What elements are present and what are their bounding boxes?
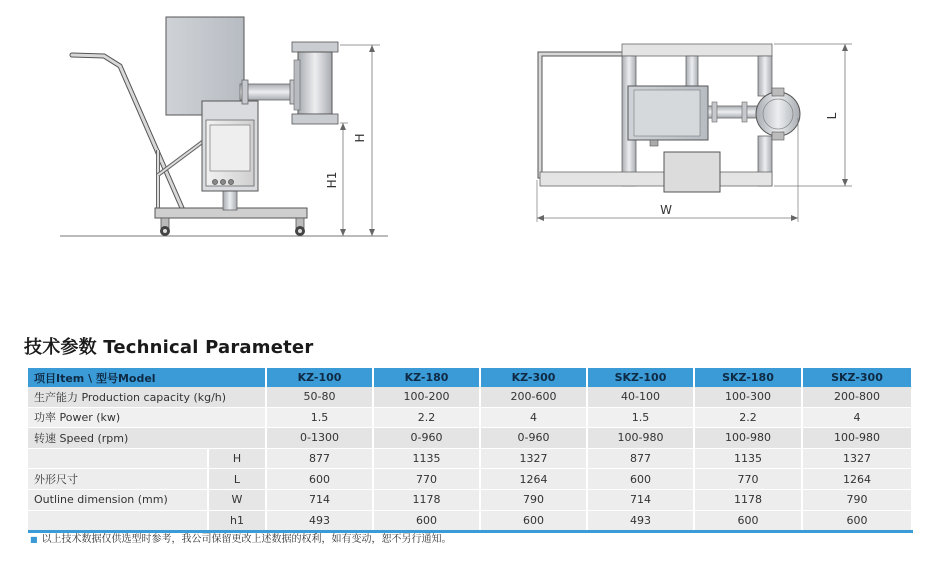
table-cell: 1327: [480, 448, 587, 469]
footnote-text: 以上技术数据仅供选型时参考，我公司保留更改上述数据的权利，如有变动，恕不另行通知。: [41, 534, 452, 545]
dimension-sub-label: H: [208, 448, 266, 469]
row-label-capacity: 生产能力 Production capacity (kg/h): [28, 387, 266, 407]
table-cell: 4: [480, 407, 587, 428]
table-cell: 600: [587, 469, 694, 490]
table-cell: 1178: [373, 489, 480, 510]
table-cell: 50-80: [266, 387, 373, 407]
table-cell: 40-100: [587, 387, 694, 407]
dimension-label-cn: 外形尺寸: [28, 469, 208, 490]
table-cell: 0-960: [480, 428, 587, 449]
table-cell: 2.2: [373, 407, 480, 428]
bullet-square-icon: ■: [30, 535, 38, 544]
table-cell: 200-800: [802, 387, 912, 407]
table-cell: 4: [802, 407, 912, 428]
dimension-label-l: L: [825, 112, 839, 120]
table-cell: 493: [587, 510, 694, 532]
dimension-sub-label: W: [208, 489, 266, 510]
dimension-sub-label: L: [208, 469, 266, 490]
row-label-speed: 转速 Speed (rpm): [28, 428, 266, 449]
dimension-label-h: H: [353, 133, 367, 143]
table-cell: 100-300: [694, 387, 802, 407]
header-model: KZ-180: [373, 368, 480, 387]
table-row: [28, 469, 912, 490]
table-cell: 1264: [802, 469, 912, 490]
header-model: SKZ-100: [587, 368, 694, 387]
table-cell: 1135: [694, 448, 802, 469]
table-row: [28, 428, 912, 449]
table-cell: 1.5: [266, 407, 373, 428]
table-cell: 600: [802, 510, 912, 532]
table-cell: 100-980: [694, 428, 802, 449]
dimension-sub-label: h1: [208, 510, 266, 532]
table-row: [28, 407, 912, 428]
table-cell: 790: [802, 489, 912, 510]
table-cell: 877: [587, 448, 694, 469]
table-cell: 770: [694, 469, 802, 490]
table-cell: 1135: [373, 448, 480, 469]
table-cell: 1264: [480, 469, 587, 490]
table-cell: 100-980: [587, 428, 694, 449]
table-row: [28, 510, 912, 532]
table-cell: 100-980: [802, 428, 912, 449]
table-row: [28, 387, 912, 407]
header-model: SKZ-180: [694, 368, 802, 387]
table-header-row: [28, 368, 912, 387]
table-cell: 877: [266, 448, 373, 469]
table-cell: 0-1300: [266, 428, 373, 449]
table-cell: 714: [587, 489, 694, 510]
section-title: 技术参数 Technical Parameter: [24, 337, 314, 358]
table-cell: 770: [373, 469, 480, 490]
table-cell: 600: [694, 510, 802, 532]
table-cell: 600: [373, 510, 480, 532]
side-view: [60, 17, 388, 236]
table-cell: 200-600: [480, 387, 587, 407]
table-cell: 1.5: [587, 407, 694, 428]
table-cell: 1327: [802, 448, 912, 469]
table-cell: 600: [480, 510, 587, 532]
footnote: [30, 530, 452, 545]
table-row: [28, 489, 912, 510]
table-cell: 1178: [694, 489, 802, 510]
dimension-label-spacer: [28, 448, 208, 469]
table-cell: 790: [480, 489, 587, 510]
header-model: KZ-100: [266, 368, 373, 387]
table-cell: 0-960: [373, 428, 480, 449]
dimension-label-w: W: [660, 203, 672, 217]
table-row: [28, 448, 912, 469]
table-cell: 2.2: [694, 407, 802, 428]
header-model: KZ-300: [480, 368, 587, 387]
dimension-label-h1: H1: [325, 171, 339, 189]
top-view: [537, 44, 852, 222]
row-label-power: 功率 Power (kw): [28, 407, 266, 428]
table-cell: 493: [266, 510, 373, 532]
header-model: SKZ-300: [802, 368, 912, 387]
technical-parameter-table: [28, 368, 913, 533]
table-cell: 714: [266, 489, 373, 510]
table-cell: 600: [266, 469, 373, 490]
dimension-label-en: Outline dimension (mm): [28, 489, 208, 510]
dimension-label-spacer: [28, 510, 208, 532]
table-cell: 100-200: [373, 387, 480, 407]
header-item-model: 项目Item \ 型号Model: [28, 368, 266, 387]
